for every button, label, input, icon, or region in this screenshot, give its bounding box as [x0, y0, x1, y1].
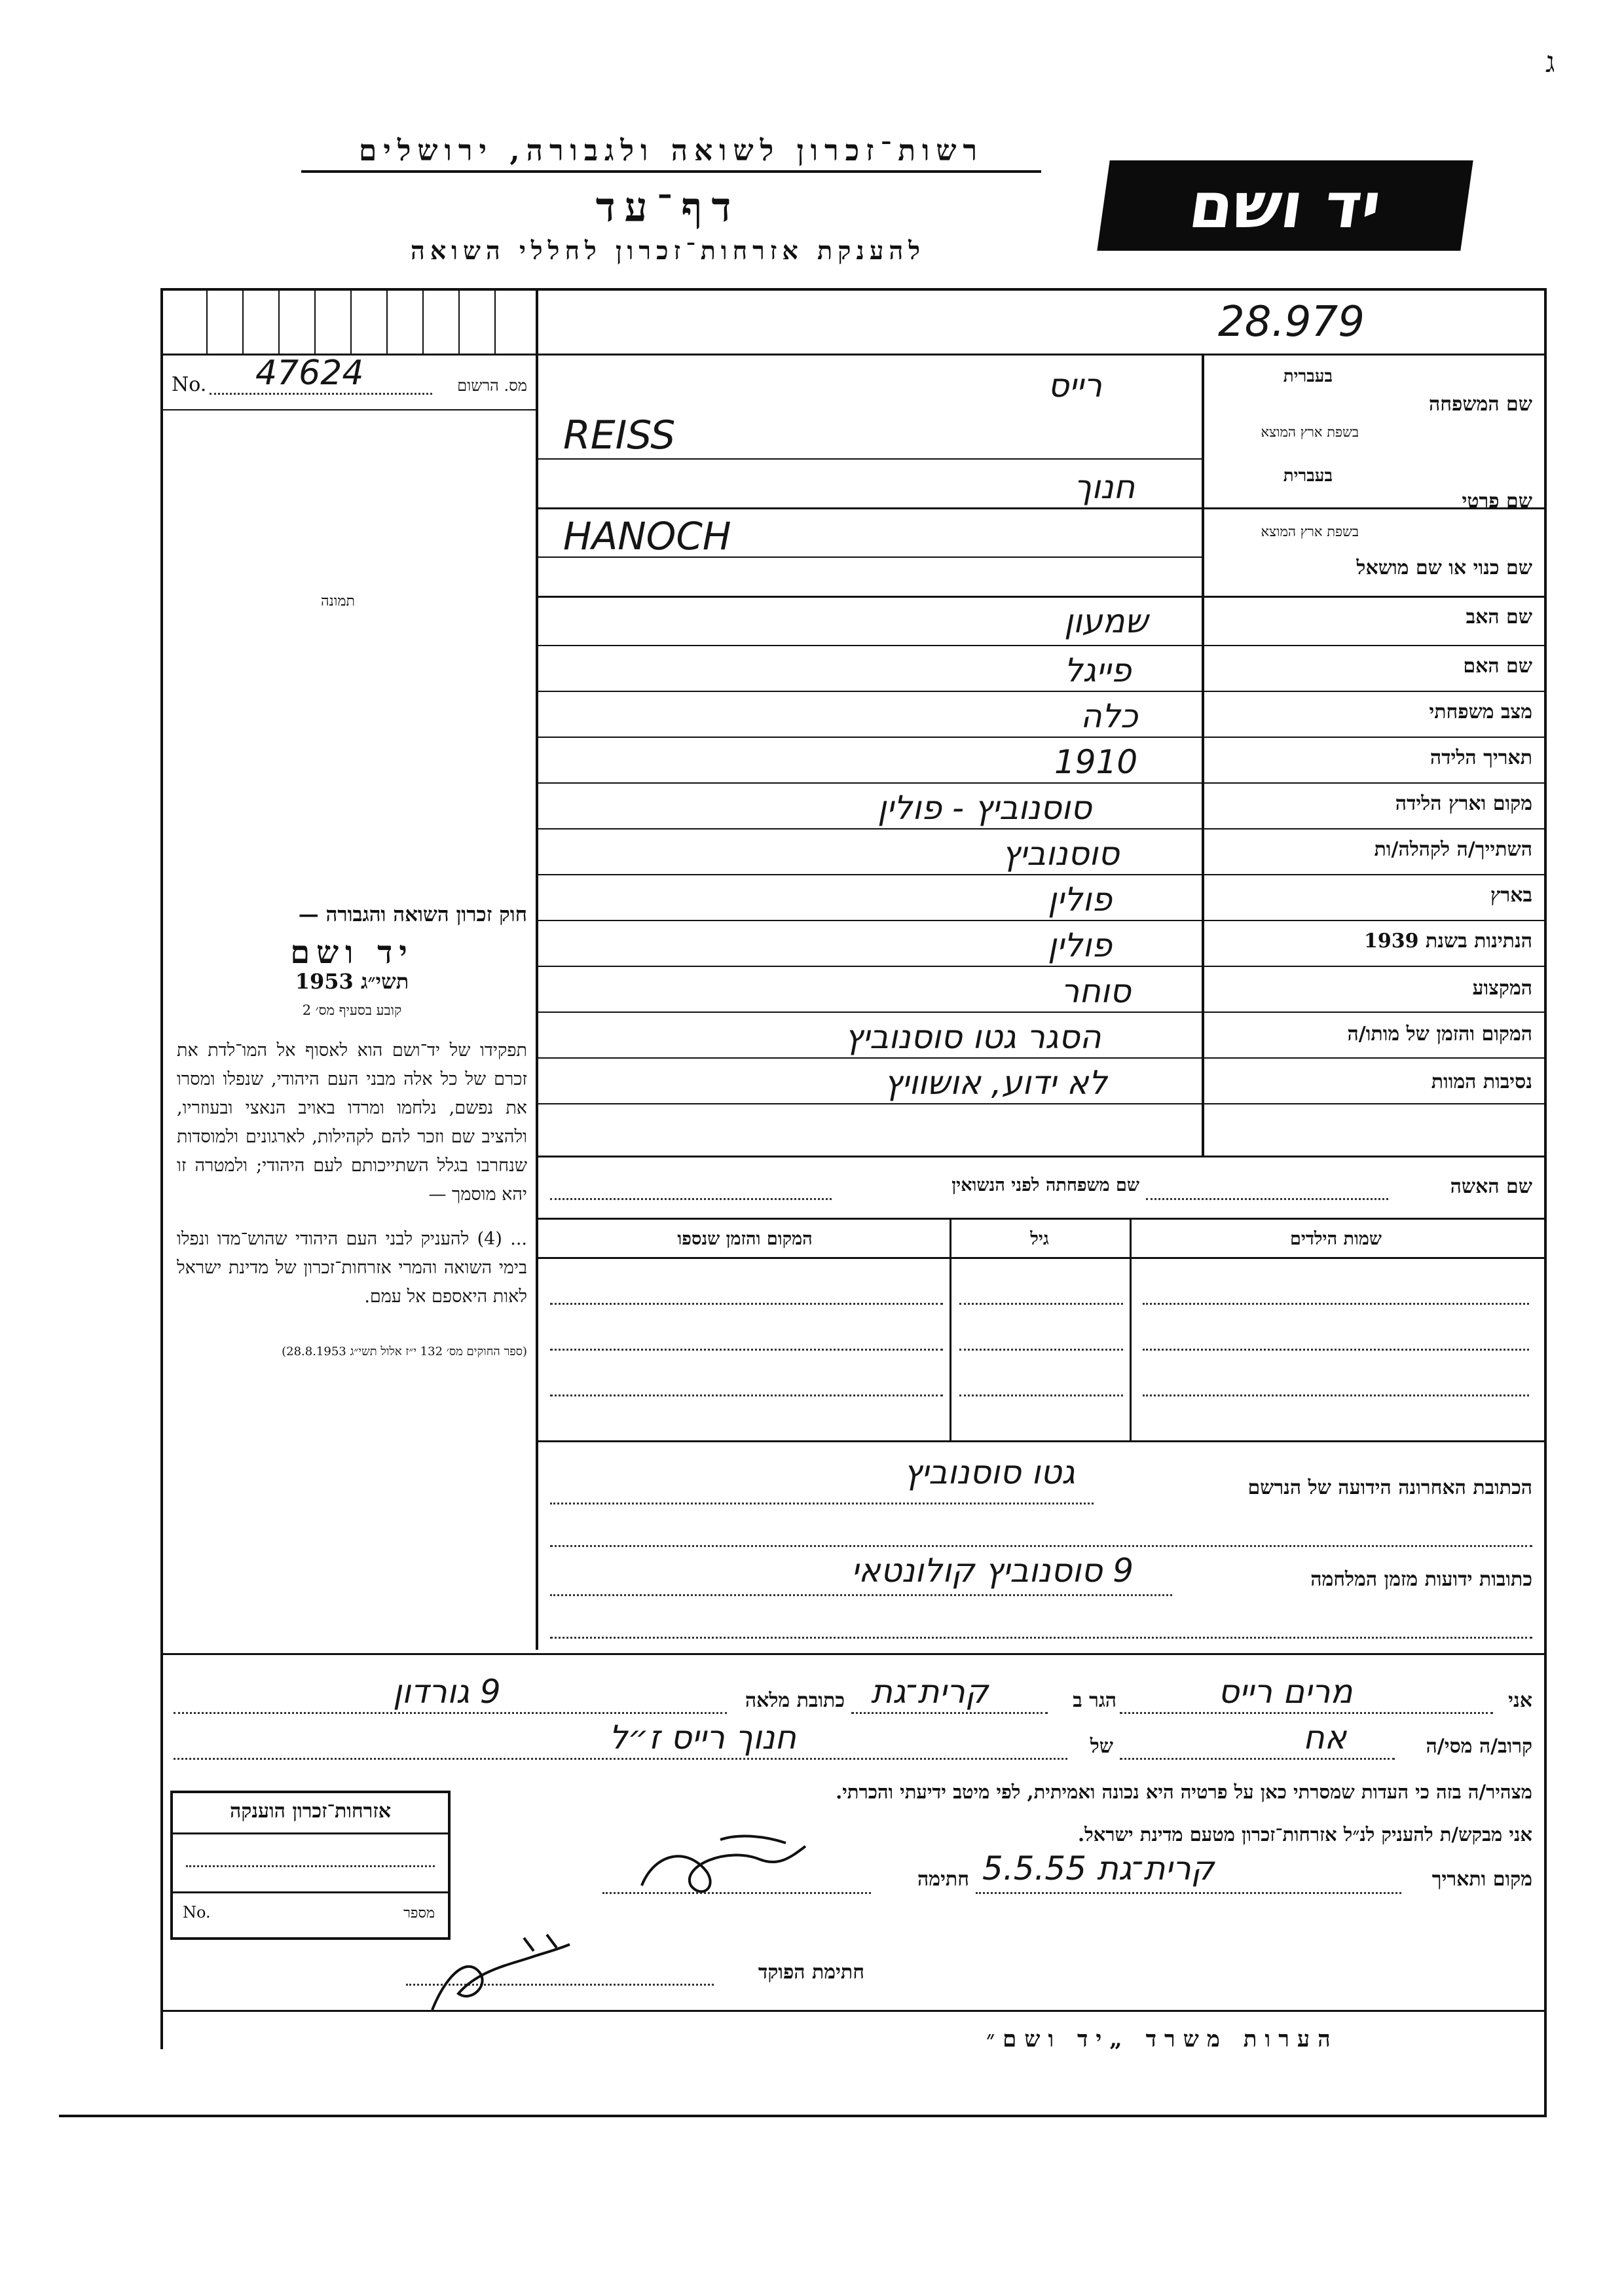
registration-no-label: No.	[172, 373, 207, 396]
community-label: השתייך/ה לקהלה/ות	[1374, 838, 1532, 861]
stamp-box-no-label: No.	[183, 1903, 211, 1922]
relation-value: אח	[1303, 1719, 1347, 1757]
surname-origin-sublabel: בשפת ארץ המוצא	[1261, 424, 1359, 440]
declarant-lives-label: הגר ב	[1073, 1689, 1116, 1712]
law-section: קובע בסעיף מס׳ 2	[302, 1002, 402, 1018]
wife-maiden-label: שם משפחתה לפני הנשואין	[951, 1175, 1139, 1195]
law-heading: חוק זכרון השואה והגבורה —	[298, 903, 527, 926]
country-label: בארץ	[1490, 884, 1532, 907]
first-name-origin-sublabel: בשפת ארץ המוצא	[1261, 524, 1359, 539]
place-date-value: קרית־גת 5.5.55	[982, 1850, 1215, 1887]
surname-hebrew-sublabel: בעברית	[1283, 367, 1333, 386]
law-name: יד ושם	[290, 934, 414, 971]
children-names-header: שמות הילדים	[1289, 1229, 1382, 1249]
profession-value: סוחר	[1061, 972, 1131, 1010]
relation-of-name: חנוך רייס ז״ל	[609, 1719, 796, 1757]
declarant-full-address: 9 גורדון	[393, 1673, 501, 1711]
children-age-header: גיל	[1030, 1229, 1049, 1249]
death-place-time-label: המקום והזמן של מותו/ה	[1347, 1023, 1532, 1046]
birth-place-label: מקום וארץ הלידה	[1395, 792, 1532, 815]
war-address-label: כתובות ידועות מזמן המלחמה	[1310, 1568, 1532, 1591]
corner-mark: ג	[1545, 46, 1555, 79]
stamp-box-number-label: מספר	[403, 1905, 435, 1922]
nickname-label: שם כנוי או שם מושאל	[1356, 556, 1532, 579]
nationality-1939-label: הנתינות בשנת 1939	[1363, 930, 1532, 953]
mother-name-label: שם האם	[1463, 655, 1532, 678]
last-address-label: הכתובת האחרונה הידועה של הנרשם	[1247, 1476, 1532, 1499]
death-circumstances-label: נסיבות המוות	[1431, 1070, 1532, 1093]
declarant-city: קרית־גת	[871, 1673, 989, 1711]
law-paragraph-2: ... (4) להעניק לבני העם היהודי שהוש־מדו ונפלו בימי השואה והמרי אזרחות־זכרון של מדינת ישראל לאות היאספם אל עמם.	[177, 1229, 527, 1307]
war-address-value: 9 סוסנוביץ קולונטאי	[851, 1552, 1134, 1590]
wife-label: שם האשה	[1450, 1175, 1532, 1198]
community-value: סוסנוביץ	[1002, 835, 1120, 873]
law-year: תשי״ג 1953	[295, 969, 409, 994]
record-number: 28.979	[1218, 298, 1365, 346]
relation-of-label: של	[1090, 1735, 1113, 1758]
citizenship-stamp-box	[170, 1791, 451, 1940]
surname-latin-value: REISS	[563, 412, 676, 458]
relation-label: קרוב/ה מסי/ה	[1426, 1735, 1532, 1758]
authority-line: רשות־זכרון לשואה ולגבורה, ירושלים	[301, 134, 1041, 173]
signature-label: חתימה	[917, 1868, 969, 1891]
registration-label: מס. הרשום	[457, 376, 527, 395]
office-notes-label: הערות משרד „יד ושם״	[986, 2026, 1338, 2052]
law-citation: (ספר החוקים מס׳ 132 י״ז אלול תשי״ג 28.8.1953)	[282, 1345, 527, 1358]
marital-status-value: כלה	[1080, 697, 1138, 735]
children-place-header: המקום והזמן שנספו	[677, 1229, 813, 1249]
country-value: פולין	[1048, 881, 1113, 919]
mother-name-value: פייגל	[1064, 651, 1132, 689]
stamp-box-title: אזרחות־זכרון הוענקה	[229, 1800, 392, 1823]
declaration-request: אני מבקש/ת להעניק לנ״ל אזרחות־זכרון מטעם מדינת ישראל.	[1078, 1823, 1532, 1846]
death-place-time-value: הסגר גטו סוסנוביץ	[845, 1018, 1101, 1056]
form-subtitle: להענקת אזרחות־זכרון לחללי השואה	[410, 236, 926, 265]
registration-number: 47624	[255, 354, 364, 393]
full-address-label: כתובת מלאה	[745, 1689, 845, 1712]
officer-signature	[419, 1931, 589, 2023]
profession-label: המקצוע	[1472, 977, 1532, 1000]
officer-signature-label: חתימת הפוקד	[758, 1961, 864, 1984]
father-name-value: שמעון	[1064, 602, 1148, 640]
surname-label: שם המשפחה	[1428, 393, 1532, 416]
birth-date-label: תאריך הלידה	[1430, 746, 1532, 769]
first-name-hebrew-sublabel: בעברית	[1283, 466, 1333, 486]
declarant-prefix: אני	[1508, 1689, 1532, 1712]
declarant-signature	[629, 1827, 825, 1905]
declarant-name: מרים רייס	[1218, 1673, 1353, 1711]
place-date-label: מקום ותאריך	[1431, 1868, 1532, 1891]
yad-vashem-logo: יד ושם	[1097, 160, 1473, 251]
death-circumstances-value: לא ידוע, אושוויץ	[884, 1064, 1107, 1102]
law-paragraph-1: תפקידו של יד־ושם הוא לאסוף אל המו־לדת את זכרם של כל אלה מבני העם היהודי, שנפלו ומסרו את נפשם, נלחמו ומרדו באויב הנאצי ובעוזריו, ולהציב שם וזכר להם לקהילות, לארגונים ולמוסדות שנחרבו בגלל השתייכותם לעם היהודי; ולמטרה זו יהא מוסמך —	[177, 1040, 527, 1205]
father-name-label: שם האב	[1466, 606, 1532, 629]
birth-place-value: סוסנוביץ - פולין	[877, 789, 1092, 827]
first-name-latin-value: HANOCH	[563, 514, 731, 558]
declaration-statement: מצהיר/ה בזה כי העדות שמסרתי כאן על פרטיה היא נכונה ואמיתית, לפי מיטב ידיעתי והכרתי.	[836, 1781, 1532, 1803]
first-name-label-visible: שם פרטי	[1462, 490, 1532, 513]
form-title: דף־עד	[595, 183, 741, 231]
marital-status-label: מצב משפחתי	[1429, 701, 1532, 723]
photo-label: תמונה	[321, 593, 355, 610]
first-name-hebrew-value: חנוך	[1074, 468, 1135, 506]
surname-hebrew-value: רייס	[1048, 367, 1103, 405]
nationality-1939-value: פולין	[1048, 926, 1113, 964]
last-address-value: גטו סוסנוביץ	[904, 1453, 1075, 1491]
law-text	[177, 900, 527, 1366]
birth-date-value: 1910	[1054, 743, 1138, 781]
